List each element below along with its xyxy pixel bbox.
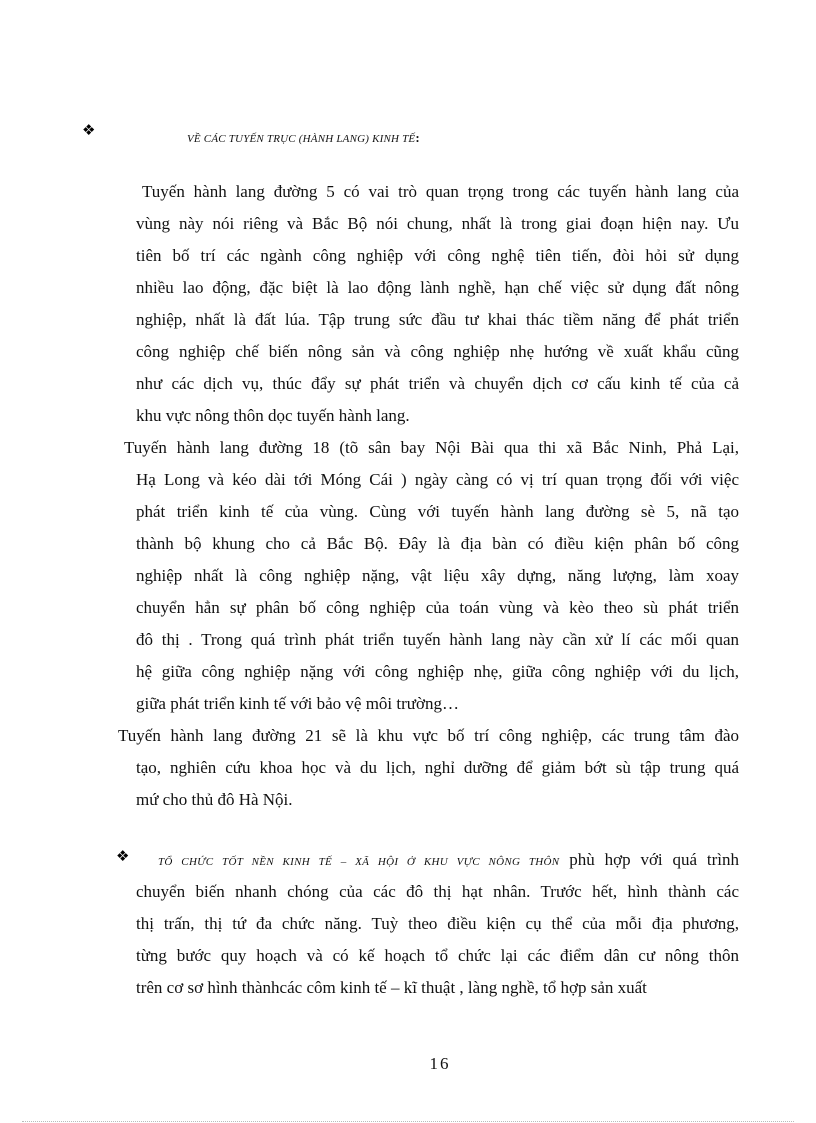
section-heading-colon: :	[415, 130, 420, 145]
text-line: thành bộ khung cho cả Bắc Bộ. Đây là địa bàn có điều kiện phân bố công	[136, 534, 739, 553]
section2-first-line	[158, 844, 739, 876]
text-line: vùng này nói riêng và Bắc Bộ nói chung, nhất là trong giai đoạn hiện nay. Ưu	[136, 214, 739, 233]
text-line: Tuyến hành lang đường 21 sẽ là khu vực bố trí công nghiệp, các trung tâm đào	[118, 726, 739, 745]
text-line: trên cơ sơ hình thànhcác côm kinh tế – kĩ thuật , làng nghề, tổ hợp sản xuất	[136, 978, 647, 997]
diamond-bullet-icon: ❖	[82, 121, 96, 139]
section2-paragraph	[136, 876, 739, 1004]
text-line: công nghiệp chế biến nông sản và công nghiệp nhẹ hướng về xuất khẩu cũng	[136, 342, 739, 361]
text-line: nghiệp nhất là công nghiệp nặng, vật liệu xây dựng, năng lượng, làm xoay	[136, 566, 739, 585]
text-line: đô thị . Trong quá trình phát triển tuyến hành lang này cần xử lí các mối quan	[136, 630, 739, 649]
text-line: Hạ Long và kéo dài tới Móng Cái ) ngày càng có vị trí quan trọng đối với việc	[136, 470, 739, 489]
text-line: như các dịch vụ, thúc đẩy sự phát triển và chuyển dịch cơ cấu kinh tế của cả	[136, 374, 739, 393]
text-line: tiên bố trí các ngành công nghiệp với công nghệ tiên tiến, đòi hỏi sử dụng	[136, 246, 739, 265]
paragraph-route-5	[136, 176, 739, 432]
paragraph-route-18	[136, 464, 739, 720]
text-line: mứ cho thủ đô Hà Nội.	[136, 790, 293, 809]
inline-heading-rest: phù hợp với quá trình	[559, 850, 739, 869]
section-heading-text: VỀ CÁC TUYẾN TRỤC (HÀNH LANG) KINH TẾ	[187, 133, 416, 145]
text-line: thị trấn, thị tứ đa chức năng. Tuỳ theo điều kiện cụ thể của mỗi địa phương,	[136, 914, 739, 933]
page-bottom-divider	[22, 1121, 794, 1122]
text-line: nghiệp, nhất là đất lúa. Tập trung sức đầu tư khai thác tiềm năng để phát triển	[136, 310, 739, 329]
paragraph-route-18-first-line	[124, 432, 739, 464]
text-line: chuyển biến nhanh chóng của các đô thị hạt nhân. Trước hết, hình thành các	[136, 882, 739, 901]
text-line: tạo, nghiên cứu khoa học và du lịch, nghỉ dưỡng để giảm bớt sù tập trung quá	[136, 758, 739, 777]
paragraph-route-21	[136, 752, 739, 816]
page-number: 16	[429, 1054, 451, 1073]
paragraph-route-21-first-line	[118, 720, 739, 752]
text-line: Tuyến hành lang đường 5 có vai trò quan trọng trong các tuyến hành lang của	[142, 182, 739, 201]
text-line: từng bước quy hoạch và có kế hoạch tổ chức lại các điểm dân cư nông thôn	[136, 946, 739, 965]
diamond-bullet-icon: ❖	[116, 847, 130, 865]
inline-heading: TỔ CHỨC TỐT NỀN KINH TẾ – XÃ HỘI Ở KHU VỰC NÔNG THÔN	[158, 856, 560, 868]
text-line: chuyển hẳn sự phân bố công nghiệp của toán vùng và kèo theo sù phát triển	[136, 598, 739, 617]
text-line: giữa phát triển kinh tế với bảo vệ môi trường…	[136, 694, 459, 713]
text-line: khu vực nông thôn dọc tuyến hành lang.	[136, 406, 410, 425]
text-line	[158, 844, 739, 876]
text-line: nhiều lao động, đặc biệt là lao động lành nghề, hạn chế việc sử dụng đất nông	[136, 278, 739, 297]
section-heading	[187, 130, 420, 146]
text-line: phát triển kinh tế của vùng. Cùng với tuyến hành lang đường sè 5, nã tạo	[136, 502, 739, 521]
text-line: hệ giữa công nghiệp nặng với công nghiệp nhẹ, giữa công nghiệp với du lịch,	[136, 662, 739, 681]
text-line: Tuyến hành lang đường 18 (tõ sân bay Nội Bài qua thi xã Bắc Ninh, Phả Lại,	[124, 438, 739, 457]
